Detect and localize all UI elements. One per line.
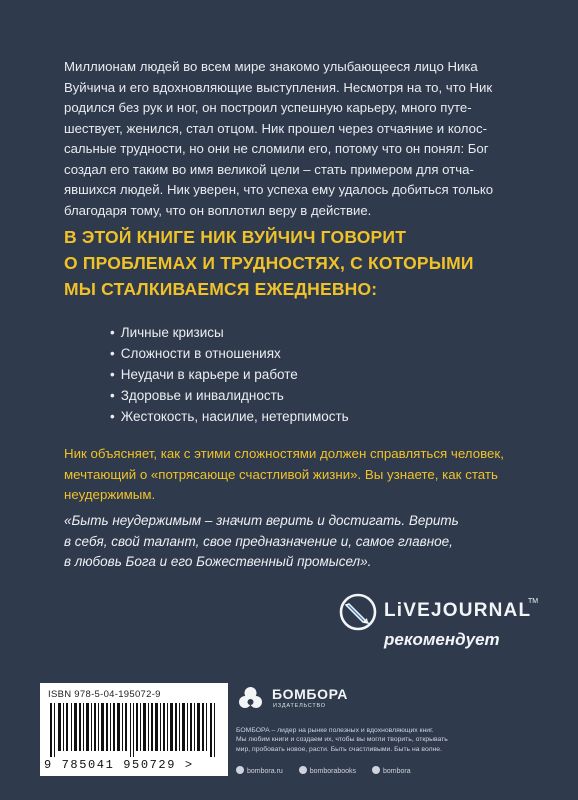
social-website-label: bombora.ru	[247, 768, 283, 775]
globe-icon	[236, 766, 244, 774]
topic-item: • Неудачи в карьере и работе	[110, 364, 349, 385]
explain-line: неудержимым.	[64, 487, 156, 502]
livejournal-badge	[338, 592, 558, 662]
livejournal-tm: TM	[528, 598, 539, 605]
topic-item: • Сложности в отношениях	[110, 343, 349, 364]
publisher-socials	[236, 766, 425, 775]
publisher-subtitle: ИЗДАТЕЛЬСТВО	[273, 703, 326, 709]
isbn-number: ISBN 978-5-04-195072-9	[48, 689, 161, 700]
explain-paragraph	[64, 444, 544, 506]
quote-line: «Быть неудержимым – значит верить и достигать. Верить	[64, 513, 459, 528]
explain-line: Ник объясняет, как с этими сложностями должен справляться человек,	[64, 446, 504, 461]
vk-icon	[299, 766, 307, 774]
barcode-bars	[50, 703, 218, 757]
topic-item: • Жестокость, насилие, нетерпимость	[110, 406, 349, 427]
publisher-description-line: Мы любим книги и создаем их, чтобы вы могли творить, открывать	[236, 736, 448, 744]
social-telegram[interactable]	[372, 766, 411, 775]
telegram-icon	[372, 766, 380, 774]
quote-line: в себя, свой талант, свое предназначение и, самое главное,	[64, 533, 453, 549]
social-vk[interactable]	[299, 766, 356, 775]
livejournal-recommend: рекомендует	[384, 630, 500, 649]
publisher-description	[236, 726, 556, 754]
intro-paragraph	[64, 57, 534, 221]
publisher-description-line: мир, пробовать новое, расти. Быть счастливыми. Быть на волне.	[236, 745, 442, 753]
intro-line: благодаря тому, что он воплотил веру в действие.	[64, 202, 372, 218]
social-vk-label: bomborabooks	[309, 768, 357, 775]
intro-line: Вуйчича и его вдохновляющие выступления. Несмотря на то, что Ник	[64, 79, 493, 95]
headline-line: В ЭТОЙ КНИГЕ НИК ВУЙЧИЧ ГОВОРИТ	[64, 227, 407, 247]
topic-list	[110, 322, 349, 427]
topic-item: • Личные кризисы	[110, 322, 349, 343]
topic-item: • Здоровье и инвалидность	[110, 385, 349, 406]
intro-line: явшихся людей. Ник уверен, что успеха ему удалось добиться только	[64, 182, 494, 197]
quote-paragraph	[64, 511, 544, 573]
intro-line: создал его таким во имя великой цели – стать примером для отча-	[64, 161, 474, 177]
publisher-name: БОМБОРА	[272, 686, 348, 702]
livejournal-brand: LiVEJOURNAL	[384, 600, 532, 621]
headline-line: МЫ СТАЛКИВАЕМСЯ ЕЖЕДНЕВНО:	[64, 279, 378, 299]
intro-line: родился без рук и ног, он построил успешную карьеру, много путе-	[64, 100, 472, 115]
social-website[interactable]	[236, 766, 283, 775]
barcode-digits: 9 785041 950729 >	[44, 758, 194, 772]
intro-line: сальные трудности, но они не сломили его, потому что он понял: Бог	[64, 141, 489, 156]
intro-line: Миллионам людей во всем мире знакомо улыбающееся лицо Ника	[64, 59, 478, 74]
intro-line: шествует, женился, стал отцом. Ник прошел через отчаяние и колос-	[64, 120, 487, 136]
barcode-box	[40, 683, 228, 776]
social-telegram-label: bombora	[383, 768, 411, 775]
bombora-logo-icon	[236, 682, 272, 712]
livejournal-pencil-icon	[338, 592, 378, 632]
publisher-description-line: БОМБОРА – лидер на рынке полезных и вдохновляющих книг.	[236, 727, 434, 734]
quote-line: в любовь Бога и его Божественный промысел».	[64, 554, 372, 569]
headline	[64, 224, 534, 302]
publisher-block	[236, 682, 556, 792]
explain-line: мечтающий о «потрясающе счастливой жизни». Вы узнаете, как стать	[64, 466, 498, 482]
headline-line: О ПРОБЛЕМАХ И ТРУДНОСТЯХ, С КОТОРЫМИ	[64, 253, 474, 273]
